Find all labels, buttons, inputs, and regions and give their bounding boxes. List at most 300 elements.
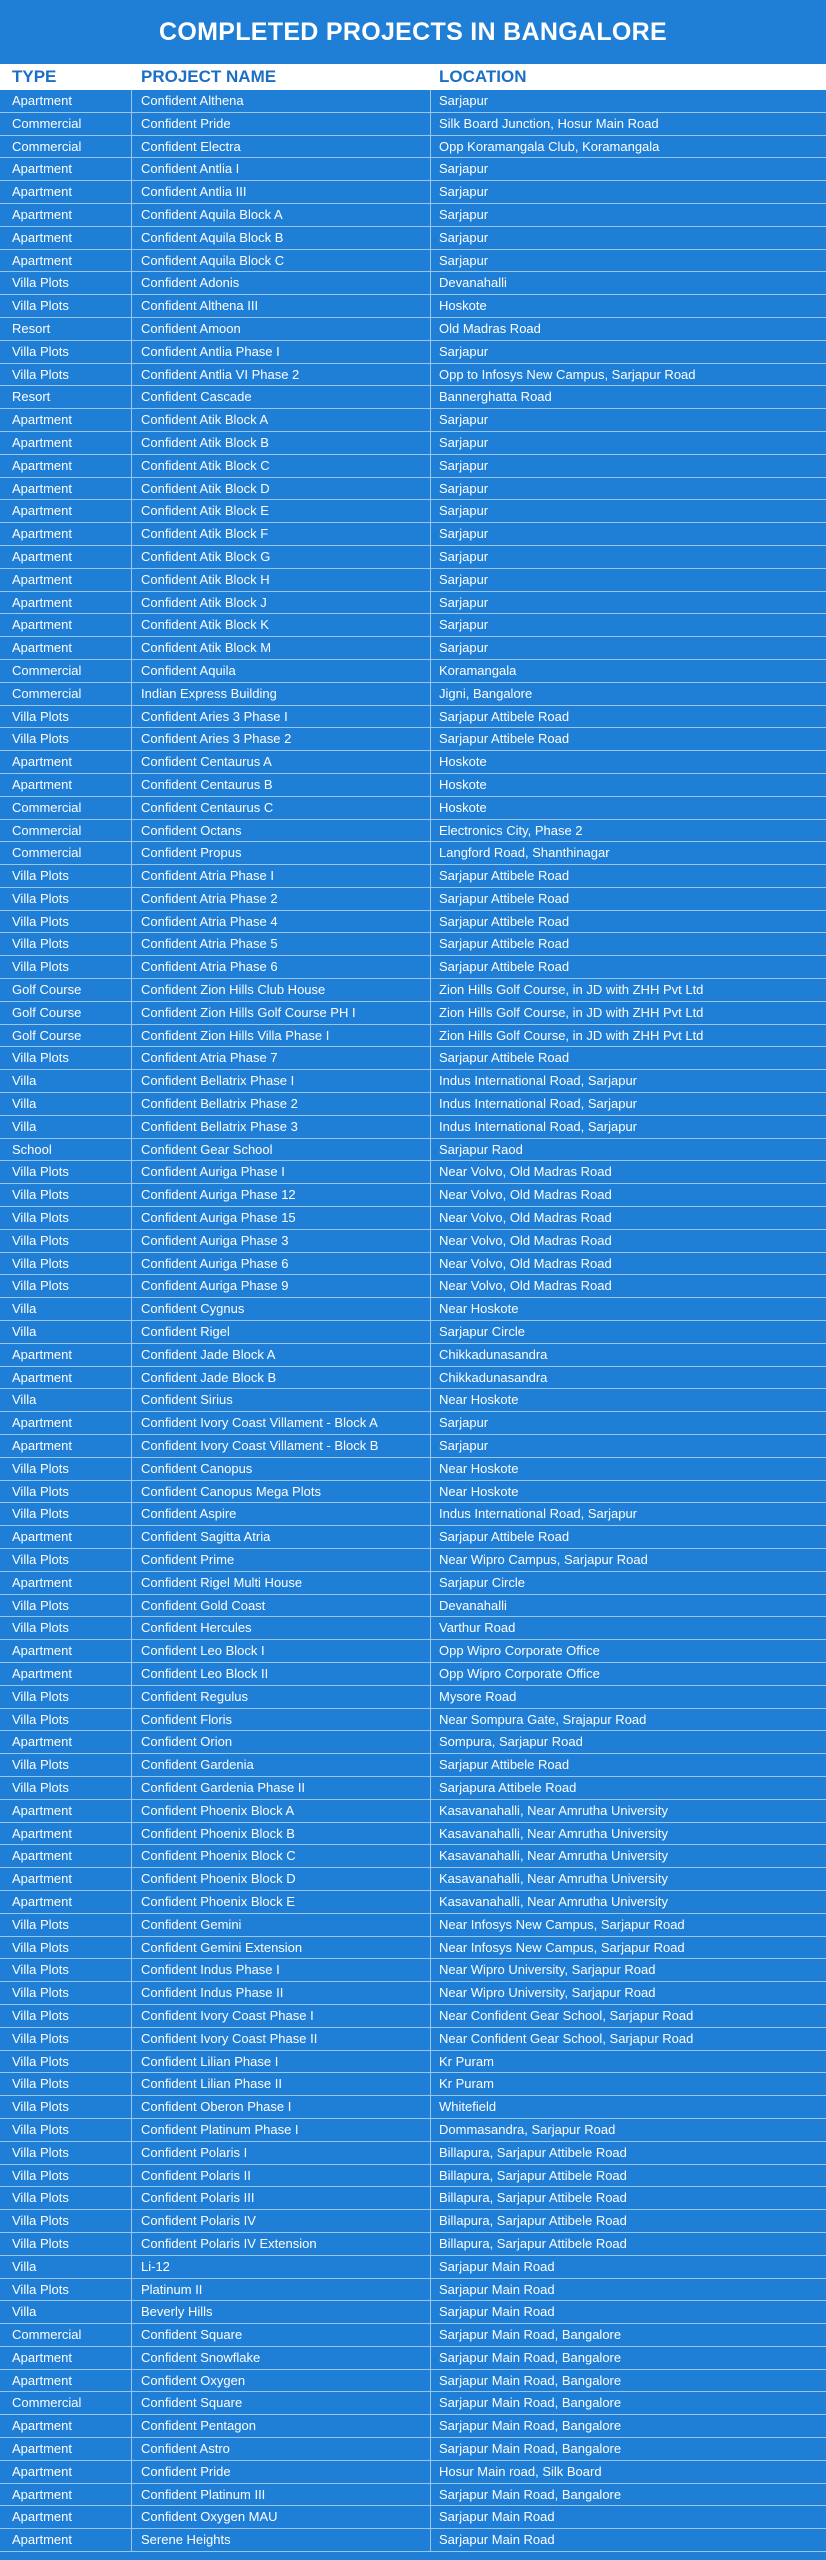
table-row [0,1686,826,1709]
cell-type: Villa [0,1093,132,1115]
cell-type: Commercial [0,2392,132,2414]
cell-location: Mysore Road [439,1688,517,1704]
cell-type: Villa [0,1070,132,1092]
cell-type: Golf Course [0,1002,132,1024]
table-row [0,1412,826,1435]
table-row [0,614,826,637]
cell-project-name: Confident Ivory Coast Villament - Block B [132,1435,431,1457]
cell-location: Near Volvo, Old Madras Road [439,1164,612,1180]
cell-location: Sarjapur Main Road, Bangalore [439,2349,622,2365]
table-row [0,911,826,934]
cell-project-name: Confident Bellatrix Phase I [132,1070,431,1092]
table-row [0,1025,826,1048]
cell-location: Sarjapur [439,594,489,610]
table-row [0,1823,826,1846]
table-row [0,2073,826,2096]
table-row [0,90,826,113]
table-row [0,1891,826,1914]
table-header [0,64,826,90]
cell-type: Resort [0,318,132,340]
cell-location: Near Wipro University, Sarjapur Road [439,1985,656,2001]
cell-location: Opp to Infosys New Campus, Sarjapur Road [439,366,696,382]
cell-project-name: Confident Jade Block B [132,1367,431,1389]
cell-type: Apartment [0,2506,132,2528]
cell-location: Sarjapur [439,1415,489,1431]
cell-project-name: Confident Floris [132,1709,431,1731]
table-row [0,797,826,820]
cell-type: Villa [0,2301,132,2323]
cell-location: Kasavanahalli, Near Amrutha University [439,1848,669,1864]
cell-type: Villa Plots [0,865,132,887]
cell-project-name: Confident Atik Block J [132,592,431,614]
cell-location: Sarjapur [439,457,489,473]
cell-project-name: Confident Aquila Block A [132,204,431,226]
cell-project-name: Confident Snowflake [132,2347,431,2369]
table-row [0,569,826,592]
cell-project-name: Platinum II [132,2279,431,2301]
column-header-type: TYPE [12,67,57,86]
table-row [0,2096,826,2119]
cell-location: Whitefield [439,2099,497,2115]
cell-project-name: Confident Auriga Phase 6 [132,1253,431,1275]
table-row [0,2028,826,2051]
cell-location: Near Hoskote [439,1392,519,1408]
cell-type: Apartment [0,2438,132,2460]
cell-type: Apartment [0,2347,132,2369]
cell-location: Dommasandra, Sarjapur Road [439,2121,616,2137]
cell-type: Villa [0,1298,132,1320]
cell-location: Devanahalli [439,1597,507,1613]
table-row [0,1116,826,1139]
cell-location: Electronics City, Phase 2 [439,822,583,838]
table-row [0,1595,826,1618]
cell-project-name: Confident Althena III [132,295,431,317]
cell-project-name: Confident Aquila [132,660,431,682]
table-row [0,683,826,706]
cell-project-name: Indian Express Building [132,683,431,705]
cell-type: Villa Plots [0,2142,132,2164]
cell-type: Villa Plots [0,2005,132,2027]
cell-project-name: Confident Aquila Block C [132,250,431,272]
cell-location: Kasavanahalli, Near Amrutha University [439,1825,669,1841]
cell-project-name: Confident Antlia III [132,181,431,203]
cell-type: Villa Plots [0,295,132,317]
table-row [0,455,826,478]
table-row [0,1845,826,1868]
cell-location: Sarjapur Main Road, Bangalore [439,2418,622,2434]
cell-project-name: Confident Zion Hills Club House [132,979,431,1001]
cell-location: Indus International Road, Sarjapur [439,1506,638,1522]
table-row [0,2005,826,2028]
cell-location: Sarjapur [439,1438,489,1454]
cell-project-name: Confident Polaris I [132,2142,431,2164]
table-row [0,2506,826,2529]
cell-location: Sarjapur [439,412,489,428]
table-row [0,2392,826,2415]
cell-location: Sarjapur Main Road [439,2258,555,2274]
cell-location: Sarjapur Attibele Road [439,1529,570,1545]
cell-type: Villa Plots [0,888,132,910]
table-row [0,1731,826,1754]
table-row [0,227,826,250]
cell-location: Hoskote [439,776,487,792]
cell-project-name: Confident Zion Hills Golf Course PH I [132,1002,431,1024]
cell-location: Sarjapur Attibele Road [439,913,570,929]
cell-location: Varthur Road [439,1620,516,1636]
cell-location: Sarjapur Main Road [439,2532,555,2548]
cell-location: Sarjapur [439,480,489,496]
table-row [0,706,826,729]
table-row [0,1184,826,1207]
cell-project-name: Confident Gardenia [132,1754,431,1776]
cell-type: Apartment [0,1845,132,1867]
table-row [0,1207,826,1230]
cell-project-name: Confident Aries 3 Phase I [132,706,431,728]
cell-project-name: Confident Cygnus [132,1298,431,1320]
cell-type: Apartment [0,637,132,659]
cell-type: Villa Plots [0,2028,132,2050]
cell-type: Apartment [0,2484,132,2506]
cell-type: Villa Plots [0,2210,132,2232]
cell-project-name: Confident Lilian Phase II [132,2073,431,2095]
cell-location: Sarjapur Attibele Road [439,708,570,724]
table-row [0,2301,826,2324]
cell-project-name: Confident Indus Phase I [132,1959,431,1981]
cell-type: Apartment [0,523,132,545]
cell-type: Villa Plots [0,1777,132,1799]
table-row [0,956,826,979]
cell-type: Apartment [0,90,132,112]
cell-type: Villa Plots [0,1047,132,1069]
cell-location: Sarjapur Circle [439,1324,525,1340]
cell-type: Villa Plots [0,1207,132,1229]
cell-project-name: Confident Gemini Extension [132,1937,431,1959]
table-row [0,1161,826,1184]
cell-location: Sarjapur Attibele Road [439,1757,570,1773]
table-row [0,1344,826,1367]
cell-location: Sompura, Sarjapur Road [439,1734,583,1750]
cell-project-name: Confident Antlia VI Phase 2 [132,364,431,386]
table-row [0,1503,826,1526]
cell-location: Jigni, Bangalore [439,685,533,701]
cell-type: Villa Plots [0,1595,132,1617]
cell-type: Commercial [0,820,132,842]
table-row [0,1230,826,1253]
cell-project-name: Confident Centaurus C [132,797,431,819]
table-row [0,2165,826,2188]
cell-type: Villa Plots [0,2165,132,2187]
cell-location: Kr Puram [439,2053,494,2069]
cell-project-name: Confident Rigel Multi House [132,1572,431,1594]
cell-location: Sarjapur Attibele Road [439,731,570,747]
cell-project-name: Confident Platinum Phase I [132,2119,431,2141]
cell-project-name: Confident Auriga Phase 15 [132,1207,431,1229]
cell-location: Near Confident Gear School, Sarjapur Road [439,2007,694,2023]
table-row [0,364,826,387]
cell-project-name: Confident Centaurus A [132,751,431,773]
table-row [0,1367,826,1390]
cell-project-name: Confident Oxygen MAU [132,2506,431,2528]
cell-project-name: Confident Atik Block D [132,478,431,500]
table-row [0,1937,826,1960]
cell-location: Sarjapur Attibele Road [439,868,570,884]
cell-type: Apartment [0,409,132,431]
cell-location: Silk Board Junction, Hosur Main Road [439,115,659,131]
cell-location: Sarjapur [439,434,489,450]
cell-project-name: Confident Atria Phase 5 [132,933,431,955]
cell-location: Bannerghatta Road [439,389,552,405]
cell-type: Villa Plots [0,1161,132,1183]
table-row [0,1526,826,1549]
cell-project-name: Confident Polaris III [132,2187,431,2209]
cell-project-name: Confident Aspire [132,1503,431,1525]
table-row [0,1002,826,1025]
cell-type: Villa Plots [0,1959,132,1981]
cell-project-name: Confident Phoenix Block C [132,1845,431,1867]
cell-location: Sarjapur Attibele Road [439,959,570,975]
table-row [0,1640,826,1663]
cell-project-name: Serene Heights [132,2529,431,2551]
cell-project-name: Li-12 [132,2256,431,2278]
table-row [0,1093,826,1116]
cell-project-name: Confident Ivory Coast Phase II [132,2028,431,2050]
cell-project-name: Confident Astro [132,2438,431,2460]
cell-location: Near Infosys New Campus, Sarjapur Road [439,1939,685,1955]
cell-location: Sarjapur [439,548,489,564]
cell-project-name: Confident Atik Block B [132,432,431,454]
cell-type: Apartment [0,2370,132,2392]
cell-location: Sarjapur [439,526,489,542]
cell-location: Near Confident Gear School, Sarjapur Road [439,2030,694,2046]
table-row [0,1275,826,1298]
cell-project-name: Confident Atria Phase I [132,865,431,887]
cell-type: Villa Plots [0,341,132,363]
cell-location: Near Volvo, Old Madras Road [439,1210,612,1226]
cell-location: Near Volvo, Old Madras Road [439,1255,612,1271]
cell-project-name: Confident Gold Coast [132,1595,431,1617]
table-row [0,409,826,432]
cell-location: Kr Puram [439,2076,494,2092]
table-row [0,2256,826,2279]
cell-location: Sarjapur Main Road [439,2509,555,2525]
cell-type: Apartment [0,1663,132,1685]
table-row [0,432,826,455]
table-row [0,865,826,888]
cell-location: Koramangala [439,662,517,678]
cell-project-name: Confident Polaris IV Extension [132,2233,431,2255]
cell-project-name: Confident Orion [132,1731,431,1753]
table-row [0,1047,826,1070]
table-row [0,774,826,797]
cell-project-name: Confident Square [132,2324,431,2346]
cell-type: Apartment [0,1526,132,1548]
cell-type: Villa Plots [0,2279,132,2301]
cell-project-name: Confident Cascade [132,386,431,408]
cell-project-name: Confident Auriga Phase 9 [132,1275,431,1297]
cell-project-name: Confident Atik Block F [132,523,431,545]
cell-project-name: Confident Sagitta Atria [132,1526,431,1548]
table-row [0,2529,826,2552]
cell-project-name: Confident Octans [132,820,431,842]
cell-type: Villa Plots [0,2051,132,2073]
cell-type: Villa Plots [0,1458,132,1480]
cell-type: Villa Plots [0,1982,132,2004]
cell-type: Apartment [0,1572,132,1594]
cell-project-name: Confident Canopus [132,1458,431,1480]
cell-type: Apartment [0,1367,132,1389]
cell-project-name: Confident Pride [132,113,431,135]
cell-project-name: Confident Atria Phase 7 [132,1047,431,1069]
table-row [0,2142,826,2165]
cell-project-name: Confident Ivory Coast Villament - Block A [132,1412,431,1434]
cell-type: Villa Plots [0,2073,132,2095]
cell-type: Villa Plots [0,1481,132,1503]
cell-type: Villa Plots [0,728,132,750]
table-row [0,2187,826,2210]
table-row [0,1070,826,1093]
table-row [0,842,826,865]
cell-project-name: Confident Square [132,2392,431,2414]
cell-location: Near Hoskote [439,1460,519,1476]
cell-type: Golf Course [0,979,132,1001]
cell-type: Apartment [0,592,132,614]
cell-type: School [0,1139,132,1161]
cell-location: Billapura, Sarjapur Attibele Road [439,2190,627,2206]
table-row [0,1298,826,1321]
cell-location: Devanahalli [439,275,507,291]
cell-project-name: Confident Bellatrix Phase 3 [132,1116,431,1138]
cell-type: Commercial [0,842,132,864]
cell-type: Villa Plots [0,1253,132,1275]
cell-project-name: Confident Althena [132,90,431,112]
cell-project-name: Confident Atik Block H [132,569,431,591]
cell-type: Apartment [0,1435,132,1457]
cell-type: Commercial [0,2324,132,2346]
cell-project-name: Confident Centaurus B [132,774,431,796]
table-row [0,204,826,227]
cell-project-name: Confident Leo Block I [132,1640,431,1662]
cell-project-name: Confident Atria Phase 2 [132,888,431,910]
table-row [0,979,826,1002]
cell-type: Villa Plots [0,1686,132,1708]
cell-project-name: Confident Phoenix Block D [132,1868,431,1890]
cell-project-name: Confident Atik Block E [132,500,431,522]
cell-project-name: Confident Prime [132,1549,431,1571]
cell-type: Villa Plots [0,272,132,294]
cell-location: Billapura, Sarjapur Attibele Road [439,2235,627,2251]
table-row [0,1617,826,1640]
cell-type: Apartment [0,751,132,773]
cell-type: Commercial [0,683,132,705]
cell-location: Sarjapur Main Road, Bangalore [439,2372,622,2388]
cell-project-name: Confident Propus [132,842,431,864]
cell-project-name: Confident Lilian Phase I [132,2051,431,2073]
table-row [0,1481,826,1504]
cell-type: Apartment [0,2461,132,2483]
cell-location: Sarjapur Attibele Road [439,936,570,952]
cell-location: Sarjapur Main Road, Bangalore [439,2486,622,2502]
cell-location: Near Wipro Campus, Sarjapur Road [439,1552,648,1567]
cell-project-name: Confident Regulus [132,1686,431,1708]
cell-type: Villa Plots [0,2233,132,2255]
table-row [0,1435,826,1458]
table-body [0,90,826,2552]
cell-type: Villa [0,1321,132,1343]
cell-project-name: Confident Phoenix Block B [132,1823,431,1845]
cell-type: Apartment [0,181,132,203]
table-row [0,888,826,911]
cell-project-name: Confident Adonis [132,272,431,294]
cell-location: Near Hoskote [439,1301,519,1317]
cell-type: Apartment [0,158,132,180]
table-row [0,1959,826,1982]
cell-project-name: Confident Canopus Mega Plots [132,1481,431,1503]
cell-location: Hoskote [439,754,487,770]
table-row [0,1253,826,1276]
cell-type: Villa [0,1389,132,1411]
table-row [0,1777,826,1800]
cell-project-name: Confident Auriga Phase 12 [132,1184,431,1206]
cell-project-name: Confident Indus Phase II [132,1982,431,2004]
table-row [0,1572,826,1595]
cell-project-name: Confident Atik Block K [132,614,431,636]
table-row [0,1389,826,1412]
table-row [0,523,826,546]
table-row [0,500,826,523]
cell-type: Commercial [0,113,132,135]
table-row [0,478,826,501]
table-row [0,136,826,159]
cell-location: Indus International Road, Sarjapur [439,1096,638,1112]
cell-type: Villa Plots [0,364,132,386]
table-row [0,2210,826,2233]
cell-location: Billapura, Sarjapur Attibele Road [439,2144,627,2160]
cell-type: Apartment [0,1891,132,1913]
cell-type: Apartment [0,1823,132,1845]
cell-type: Apartment [0,478,132,500]
cell-project-name: Confident Amoon [132,318,431,340]
cell-type: Villa Plots [0,1275,132,1297]
cell-location: Opp Wipro Corporate Office [439,1665,600,1681]
cell-type: Apartment [0,500,132,522]
page-title: COMPLETED PROJECTS IN BANGALORE [0,0,826,64]
cell-location: Sarjapur Attibele Road [439,1050,570,1066]
table-row [0,2051,826,2074]
cell-type: Apartment [0,1640,132,1662]
cell-type: Apartment [0,546,132,568]
cell-type: Apartment [0,1731,132,1753]
table-row [0,158,826,181]
cell-location: Sarjapur [439,503,489,519]
cell-location: Sarjapur [439,184,489,200]
cell-location: Sarjapur Main Road [439,2281,555,2297]
cell-type: Villa Plots [0,1503,132,1525]
cell-location: Near Infosys New Campus, Sarjapur Road [439,1916,685,1932]
table-row [0,1549,826,1572]
cell-project-name: Confident Atik Block G [132,546,431,568]
cell-location: Sarjapura Attibele Road [439,1779,577,1795]
cell-project-name: Confident Leo Block II [132,1663,431,1685]
cell-type: Villa [0,1116,132,1138]
cell-type: Villa Plots [0,933,132,955]
cell-project-name: Confident Pride [132,2461,431,2483]
cell-location: Kasavanahalli, Near Amrutha University [439,1893,669,1909]
cell-type: Apartment [0,569,132,591]
cell-location: Near Hoskote [439,1483,519,1499]
cell-location: Near Volvo, Old Madras Road [439,1187,612,1203]
table-row [0,2279,826,2302]
cell-location: Sarjapur [439,252,489,268]
